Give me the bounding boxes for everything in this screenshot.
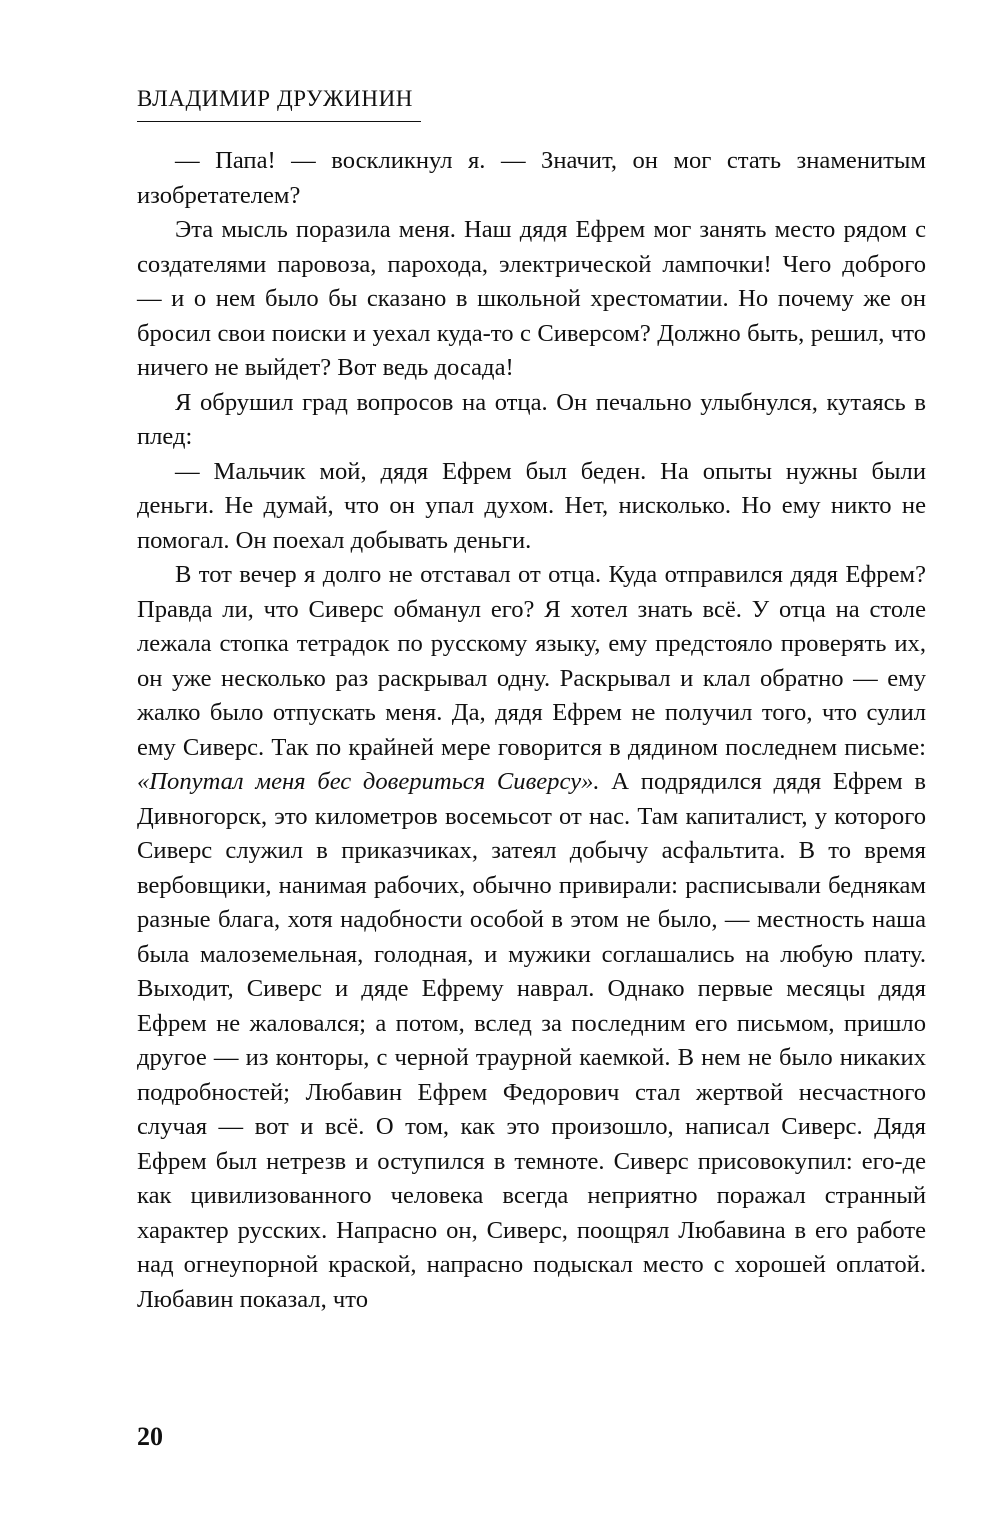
paragraph-1: — Папа! — воскликнул я. — Значит, он мог стать знаменитым изобретателем? — [137, 147, 926, 209]
paragraph-5 — [137, 558, 926, 1317]
paragraph-2: Эта мысль поразила меня. Наш дядя Ефрем мог занять место рядом с создателями паровоза, парохода, электрической лампочки! Чего доброго — и о нем было бы сказано в школьной хрестоматии. Но почему же он бросил свои поиски и уехал куда-то с Сиверсом? Должно быть, решил, что ничего не выйдет? Вот ведь досада! — [137, 216, 926, 381]
paragraph-5-text-after-quote: А подрядился дядя Ефрем в Дивногорск, это километров восемьсот от нас. Там капиталист, у которого Сиверс служил в приказчиках, затеял добычу асфальтита. В то время вербовщики, нанимая рабочих, обычно привирали: расписывали беднякам разные блага, хотя надобности особой в этом не было, — местность наша была малоземельная, голодная, и мужики соглашались на любую плату. Выходит, Сиверс и дяде Ефрему наврал. Однако первые месяцы дядя Ефрем не жаловался; а потом, вслед за последним его письмом, пришло другое — из конторы, с черной траурной каемкой. В нем не было никаких подробностей; Любавин Ефрем Федорович стал жертвой несчастного случая — вот и всё. О том, как это произошло, написал Сиверс. Дядя Ефрем был нетрезв и оступился в темноте. Сиверс присовокупил: его-де как цивилизованного человека всегда неприятно поражал странный характер русских. Напрасно он, Сиверс, поощрял Любавина в его работе над огнеупорной краской, напрасно подыскал место с хорошей оплатой. Любавин показал, что — [137, 768, 926, 1313]
paragraph-5-text-before-quote: В тот вечер я долго не отставал от отца. Куда отправился дядя Ефрем? Правда ли, что Сиверс обманул его? Я хотел знать всё. У отца на столе лежала стопка тетрадок по русскому языку, ему предстояло проверять их, он уже несколько раз раскрывал одну. Раскрывал и клал обратно — ему жалко было отпускать меня. Да, дядя Ефрем не получил того, что сулил ему Сиверс. Так по крайней мере говорится в дядином последнем письме: — [137, 561, 926, 761]
letter-quote: «Попутал меня бес довериться Сиверсу». — [137, 768, 600, 795]
page-number: 20 — [137, 1422, 163, 1451]
paragraph-3: Я обрушил град вопросов на отца. Он печально улыбнулся, кутаясь в плед: — [137, 388, 926, 450]
running-head-underline — [137, 121, 421, 122]
running-head-author: ВЛАДИМИР ДРУЖИНИН — [137, 86, 414, 111]
body-text — [137, 144, 926, 1317]
paragraph-4: — Мальчик мой, дядя Ефрем был беден. На опыты нужны были деньги. Не думай, что он упал духом. Нет, нисколько. Но ему никто не помогал. Он поехал добывать деньги. — [137, 457, 926, 554]
